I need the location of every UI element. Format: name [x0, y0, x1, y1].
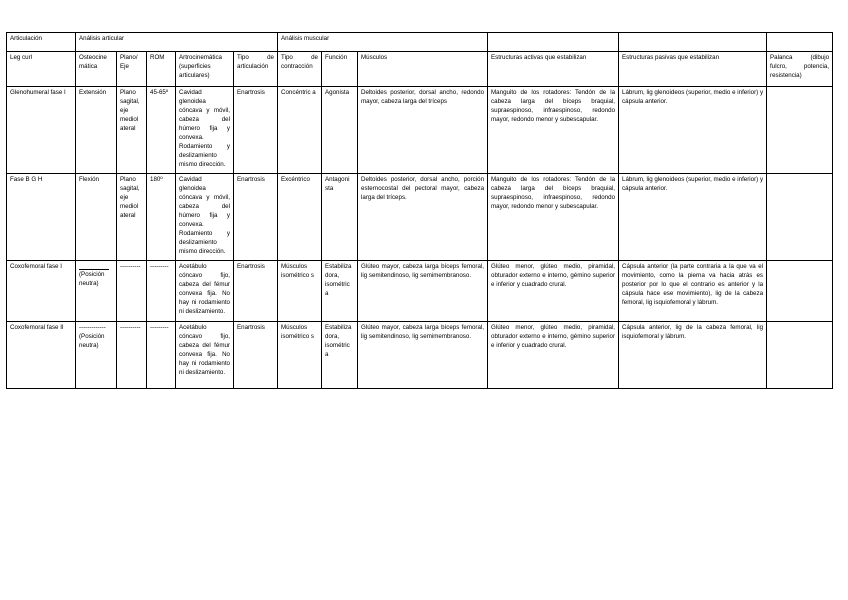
cell-artrocinematica: Cavidad glenoidea cóncava y móvil, cabeza del húmero fija y convexa. Rodamiento y deslizamiento mismo dirección.: [176, 174, 234, 261]
header-analisis-articular: Análisis articular: [76, 33, 278, 52]
cell-plano-eje: Plano sagital, eje mediol ateral: [117, 174, 147, 261]
cell-musculos: Glúteo mayor, cabeza larga bíceps femoral, lig semitendinoso, lig semimembranoso.: [358, 322, 488, 389]
table-row: [7, 174, 833, 261]
cell-tipo-articulacion: Enartrosis: [234, 174, 278, 261]
header-rom: ROM: [147, 52, 176, 87]
cell-musculos: Glúteo mayor, cabeza larga bíceps femoral, lig semitendinoso, lig semimembranoso.: [358, 261, 488, 322]
header-articulacion: Articulación: [7, 33, 76, 52]
cell-estructuras-pasivas: Lábrum, lig glenoideos (superior, medio e inferior) y cápsula anterior.: [619, 174, 767, 261]
cell-estructuras-activas: Glúteo menor, glúteo medio, piramidal, obturador externo e interno, gémino superior e inferior y cuadrado crural.: [488, 261, 619, 322]
header-analisis-muscular: Análisis muscular: [278, 33, 488, 52]
cell-estructuras-pasivas: Lábrum, lig glenoideos (superior, medio e inferior) y cápsula anterior.: [619, 87, 767, 174]
cell-palanca: [767, 87, 833, 174]
header-row-1: [7, 33, 833, 52]
cell-plano-eje: ----------: [117, 322, 147, 389]
cell-tipo-articulacion: Enartrosis: [234, 87, 278, 174]
header-estructuras-pasivas: Estructuras pasivas que estabilizan: [619, 52, 767, 87]
cell-osteocinematica: Extensión: [76, 87, 117, 174]
cell-artrocinematica: Cavidad glenoidea cóncava y móvil, cabeza del húmero fija y convexa. Rodamiento y deslizamiento mismo dirección.: [176, 87, 234, 174]
cell-musculos: Deltoides posterior, dorsal ancho, redondo mayor, cabeza larga del tríceps: [358, 87, 488, 174]
header-musculos: Músculos: [358, 52, 488, 87]
cell-estructuras-activas: Manguito de los rotadores: Tendón de la cabeza larga del bíceps braquial, supraespinoso, infraespinoso, redondo mayor, redondo menor y subescapular.: [488, 174, 619, 261]
cell-tipo-articulacion: Enartrosis: [234, 261, 278, 322]
cell-estructuras-pasivas: Cápsula anterior, lig de la cabeza femoral, lig isquiofemoral y lábrum.: [619, 322, 767, 389]
header-palanca: Palanca (dibujo fulcro, potencia, resistencia): [767, 52, 833, 87]
header-tipo-contraccion: Tipo de contracción: [278, 52, 322, 87]
analysis-table: [6, 32, 833, 389]
cell-articulacion: Coxofemoral fase II: [7, 322, 76, 389]
cell-osteocinematica: Flexión: [76, 174, 117, 261]
header-empty-cell: [488, 33, 619, 52]
blank-line: [79, 263, 109, 270]
cell-funcion: Agonista: [322, 87, 358, 174]
cell-osteocinematica-dash: -------------: [79, 324, 106, 331]
table-row: [7, 322, 833, 389]
cell-tipo-contraccion: Músculos isométrico s: [278, 261, 322, 322]
cell-articulacion: Fase B G H: [7, 174, 76, 261]
cell-tipo-contraccion: Concéntric a: [278, 87, 322, 174]
cell-estructuras-activas: Glúteo menor, glúteo medio, piramidal, obturador externo e interno, gémino superior e inferior y cuadrado crural.: [488, 322, 619, 389]
cell-funcion: Antagoni sta: [322, 174, 358, 261]
cell-tipo-contraccion: Músculos isométrico s: [278, 322, 322, 389]
cell-osteocinematica-text: (Posición neutra): [79, 332, 105, 349]
cell-funcion: Estabiliza dora, isométric a: [322, 322, 358, 389]
cell-plano-eje: ----------: [117, 261, 147, 322]
cell-rom: 45-65º: [147, 87, 176, 174]
cell-musculos: Deltoides posterior, dorsal ancho, porción esternocostal del pectoral mayor, cabeza larga del tríceps.: [358, 174, 488, 261]
header-leg-curl: Leg curl: [7, 52, 76, 87]
cell-palanca: [767, 261, 833, 322]
cell-palanca: [767, 322, 833, 389]
header-artrocinematica: Artrocinemática (superficies articulares): [176, 52, 234, 87]
cell-osteocinematica: [76, 322, 117, 389]
header-empty-cell: [767, 33, 833, 52]
cell-artrocinematica: Acetábulo cóncavo fijo, cabeza del fémur convexa fija. No hay ni rodamiento ni deslizamiento.: [176, 322, 234, 389]
cell-rom: ---------: [147, 322, 176, 389]
cell-tipo-articulacion: Enartrosis: [234, 322, 278, 389]
cell-articulacion: Glenohumeral fase I: [7, 87, 76, 174]
cell-osteocinematica: [76, 261, 117, 322]
cell-plano-eje: Plano sagital, eje mediol ateral: [117, 87, 147, 174]
cell-osteocinematica-text: (Posición neutra): [79, 271, 105, 287]
table-row: [7, 261, 833, 322]
header-funcion: Función: [322, 52, 358, 87]
cell-rom: 180º: [147, 174, 176, 261]
cell-palanca: [767, 174, 833, 261]
header-row-2: [7, 52, 833, 87]
header-osteocinematica: Osteocine mática: [76, 52, 117, 87]
header-plano-eje: Plano/ Eje: [117, 52, 147, 87]
table-row: [7, 87, 833, 174]
cell-funcion: Estabiliza dora, isométric a: [322, 261, 358, 322]
cell-estructuras-activas: Manguito de los rotadores: Tendón de la cabeza larga del bíceps braquial, supraespinoso, infraespinoso, redondo mayor, redondo menor y subescapular.: [488, 87, 619, 174]
cell-estructuras-pasivas: Cápsula anterior (la parte contraria a la que va el movimiento, como la pierna va hacia atrás es posterior por lo que el contrario es anterior y la cápsula hace ese movimiento), lig de la cabeza femoral, lig isquiofemoral y lábrum.: [619, 261, 767, 322]
cell-artrocinematica: Acetábulo cóncavo fijo, cabeza del fémur convexa fija. No hay ni rodamiento ni deslizamiento.: [176, 261, 234, 322]
cell-articulacion: Coxofemoral fase I: [7, 261, 76, 322]
header-empty-cell: [619, 33, 767, 52]
cell-rom: ---------: [147, 261, 176, 322]
cell-tipo-contraccion: Excéntrico: [278, 174, 322, 261]
header-estructuras-activas: Estructuras activas que estabilizan: [488, 52, 619, 87]
header-tipo-articulacion: Tipo de articulación: [234, 52, 278, 87]
